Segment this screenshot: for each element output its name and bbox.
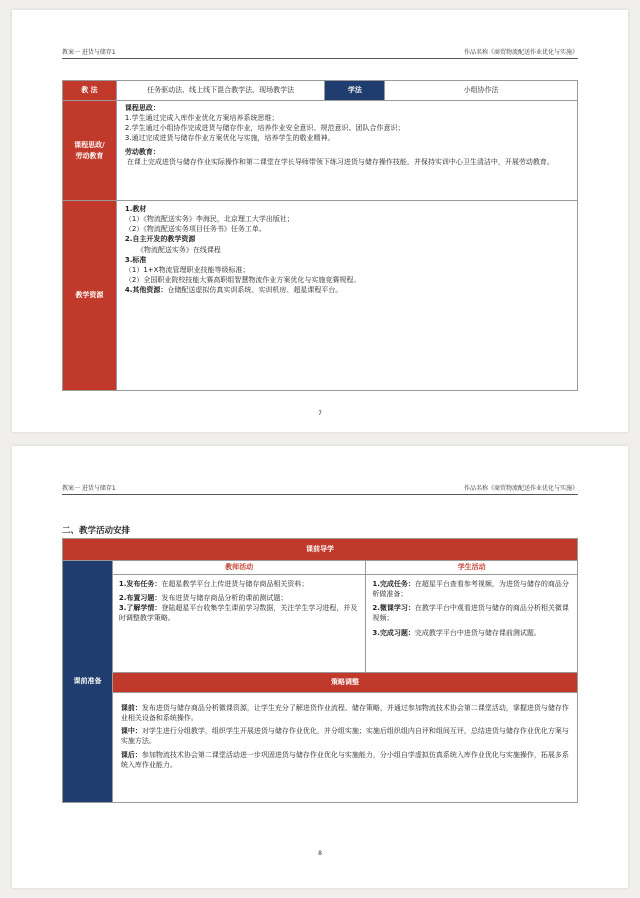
- labor-education-title: 劳动教育：: [124, 147, 160, 156]
- page-number: 7: [318, 410, 322, 417]
- resource-heading: 1.教材: [124, 205, 147, 213]
- resource-line: （2）《物流配送实务项目任务书》任务工单。: [124, 225, 266, 234]
- teacher-activity-item-title: 3.了解学情：: [118, 604, 162, 613]
- pre-class-banner: 课前导学: [63, 539, 578, 561]
- strategy-content: [112, 693, 577, 803]
- resource-other-text: 仓储配送虚拟仿真实训系统、实训机房、超星课程平台。: [167, 286, 343, 295]
- ideology-line: 2.学生通过小组协作完成进货与储存作业，培养作业安全意识、规范意识、团队合作意识；: [124, 124, 405, 133]
- page-header: [62, 46, 578, 59]
- strategy-header-row: [63, 673, 578, 693]
- activity-header-row: [63, 561, 578, 575]
- resource-heading: 4.其他资源：: [124, 286, 168, 295]
- teacher-activity-item-title: 2.布置习题：: [118, 594, 162, 603]
- resources-row: [63, 201, 578, 391]
- student-activity-item-title: 2.微课学习：: [372, 604, 415, 613]
- strategy-item-title: 课中：: [120, 727, 142, 736]
- study-method-label: 学法: [325, 81, 385, 101]
- teacher-activity-item-title: 1.发布任务：: [118, 580, 162, 588]
- teacher-activity-item: [119, 593, 359, 603]
- strategy-item-text: 参加物流技术协会第二课堂活动进一步巩固进货与储存作业优化与实施能力，分小组自学虚拟仿真系统入库作业优化与实施操作，拓展多系统入库作业能力。: [120, 750, 569, 769]
- resource-other: [125, 285, 569, 295]
- strategy-item-text: 发布进货与储存商品分析微课资源，让学生充分了解进货作业流程、储存策略，并通过参加物流技术协会第二课堂活动，掌握进货与储存作业相关设备和系统操作。: [120, 704, 569, 723]
- teacher-activity-content: [112, 575, 365, 673]
- header-right-text: 作品名称《商贸物流配送作业优化与实施》: [463, 49, 578, 56]
- resource-line: （2）全国职业院校技能大赛高职组智慧物流作业方案优化与实施竞赛规程。: [124, 275, 361, 284]
- ideology-line: 3.通过完成进货与储存作业方案优化与实施，培养学生的敬业精神。: [124, 134, 335, 143]
- header-left-text: 教案一 进货与储存1: [62, 49, 116, 56]
- student-activity-content: [366, 575, 578, 673]
- teacher-activity-header: 教师活动: [112, 561, 365, 575]
- student-activity-item: [372, 628, 571, 638]
- strategy-item: [121, 703, 569, 723]
- teacher-activity-item-text: 在超星教学平台上传进货与储存商品相关资料；: [161, 580, 309, 588]
- document-page-8: [12, 446, 628, 888]
- ideology-row: [63, 101, 578, 201]
- pre-class-prep-label: 课前准备: [63, 561, 113, 803]
- resource-line: （1）《物流配送实务》李海民，北京理工大学出版社；: [124, 215, 294, 224]
- student-activity-item-text: 在教学平台中观看进货与储存的商品分析相关微课视频；: [372, 604, 569, 623]
- ideology-label-line2: 劳动教育: [75, 151, 104, 160]
- page-header: [62, 482, 578, 495]
- pre-class-banner-row: [63, 539, 578, 561]
- teacher-activity-item: [119, 579, 359, 589]
- strategy-item: [121, 726, 569, 746]
- study-method-value: 小组协作法: [385, 81, 578, 101]
- student-activity-item: [372, 579, 571, 599]
- ideology-label-line1: 课程思政/: [74, 141, 105, 150]
- header-left-text: 教案一 进货与储存1: [62, 485, 116, 492]
- teaching-method-row: [63, 81, 578, 101]
- labor-education-text: 在课上完成进货与储存作业实际操作和第二课堂在学长导师带领下练习进货与储存操作技能，并保持实训中心卫生清洁中，开展劳动教育。: [126, 157, 554, 166]
- resource-line: （1）1+X物流管理职业技能等级标准；: [124, 265, 250, 274]
- document-page-7: [12, 10, 628, 432]
- student-activity-item-text: 在超星平台查看参考视频，为进货与储存的商品分析做准备；: [372, 580, 569, 599]
- ideology-content: [116, 101, 577, 201]
- resource-heading: 3.标准: [124, 255, 147, 264]
- student-activity-header: 学生活动: [366, 561, 578, 575]
- strategy-item-text: 对学生进行分组教学，组织学生开展进货与储存作业优化，并分组实施；实施后组织组内自评和组间互评，总结进货与储存作业优化方案与实施方法。: [120, 727, 569, 746]
- teacher-activity-item: [119, 603, 359, 623]
- resources-label: 教学资源: [63, 201, 117, 391]
- strategy-content-row: [63, 693, 578, 803]
- lesson-plan-table: [62, 80, 578, 391]
- teacher-activity-item-text: 发布进货与储存商品分析的课前测试题；: [161, 594, 288, 603]
- teaching-activity-table: [62, 538, 578, 803]
- strategy-item-title: 课后：: [120, 750, 142, 759]
- header-right-text: 作品名称《商贸物流配送作业优化与实施》: [463, 485, 578, 492]
- activity-content-row: [63, 575, 578, 673]
- teaching-method-label: 教 法: [63, 81, 117, 101]
- student-activity-item-title: 1.完成任务：: [372, 580, 415, 588]
- strategy-item-title: 课前：: [120, 704, 142, 712]
- ideology-line: 1.学生通过完成入库作业优化方案培养系统思维；: [124, 114, 279, 123]
- student-activity-item-text: 完成教学平台中进货与储存课前测试题。: [414, 628, 541, 637]
- strategy-header: 策略调整: [112, 673, 577, 693]
- ideology-label: [63, 101, 117, 201]
- teaching-method-value: 任务驱动法、线上线下混合教学法、现场教学法: [116, 81, 325, 101]
- strategy-item: [121, 750, 569, 770]
- student-activity-item-title: 3.完成习题：: [372, 628, 415, 637]
- ideology-title: 课程思政：: [124, 104, 160, 112]
- resources-content: [116, 201, 577, 391]
- teacher-activity-item-text: 登陆超星平台收集学生课前学习数据，关注学生学习进程，并及时调整教学策略。: [118, 604, 358, 623]
- resource-line: 《物流配送实务》在线课程: [136, 245, 221, 254]
- student-activity-item: [372, 603, 571, 623]
- page-number: 8: [318, 850, 322, 857]
- section-title: 二、教学活动安排: [62, 526, 131, 536]
- resource-heading: 2.自主开发的教学资源: [124, 235, 196, 244]
